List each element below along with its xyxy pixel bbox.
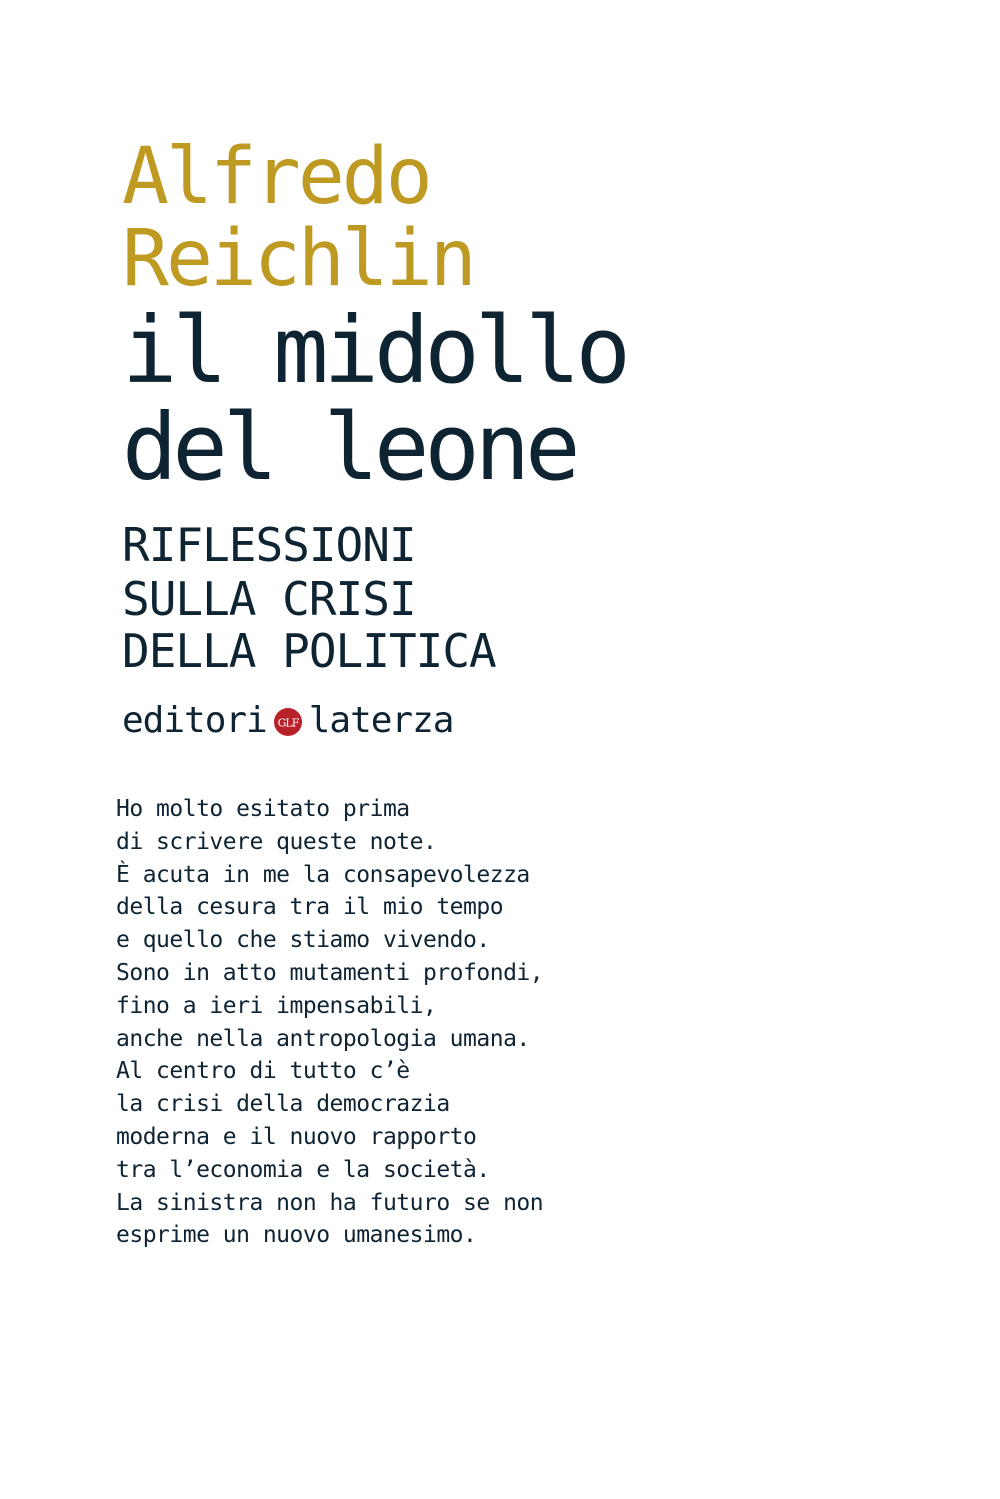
publisher-imprint [122,698,453,742]
blurb-line: moderna e il nuovo rapporto [116,1123,477,1150]
blurb-line: di scrivere queste note. [116,828,437,855]
blurb-line: Ho molto esitato prima [116,796,410,822]
back-cover-blurb [116,793,576,1252]
book-title-line-2: del leone [122,394,576,501]
publisher-logo-icon [273,705,303,735]
blurb-line: fino a ieri impensabili, [116,992,437,1019]
publisher-name-left: editori [122,699,267,741]
svg-text:GLF: GLF [277,716,299,730]
blurb-line: La sinistra non ha futuro se non [116,1189,544,1216]
book-title-line-1: il midollo [122,297,626,404]
blurb-line: Sono in atto mutamenti profondi, [116,959,544,986]
publisher-name-right: laterza [308,699,454,741]
blurb-line: tra l’economia e la società. [116,1156,490,1183]
blurb-line: esprime un nuovo umanesimo. [116,1222,477,1249]
blurb-line: della cesura tra il mio tempo [116,894,504,921]
blurb-line: Al centro di tutto c’è [116,1058,410,1085]
blurb-line: e quello che stiamo vivendo. [116,927,490,954]
author-first-name: Alfredo [122,132,430,222]
subtitle-line-3: DELLA POLITICA [122,624,496,678]
blurb-line: È acuta in me la consapevolezza [116,861,530,888]
blurb-line: anche nella antropologia umana. [116,1025,530,1052]
subtitle-line-2: SULLA CRISI [122,572,416,626]
author-last-name: Reichlin [122,214,474,304]
subtitle-line-1: RIFLESSIONI [122,518,416,572]
blurb-line: la crisi della democrazia [116,1091,450,1118]
